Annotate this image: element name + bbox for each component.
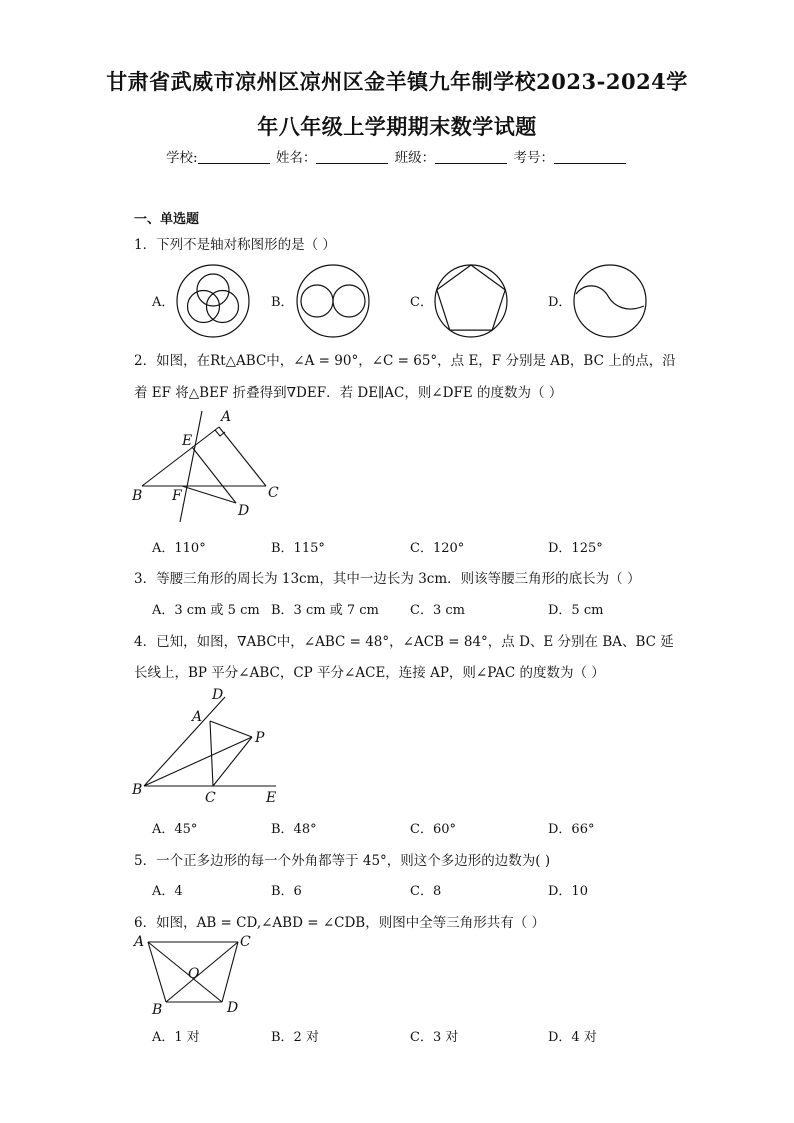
segment-fd bbox=[182, 486, 236, 503]
class-blank[interactable] bbox=[435, 149, 507, 164]
diagonal-ad bbox=[148, 942, 222, 1002]
title-line-1: 甘肃省武威市凉州区凉州区金羊镇九年制学校2023-2024学 bbox=[106, 69, 688, 94]
segment-ac bbox=[210, 721, 213, 786]
class-label: 班级： bbox=[394, 150, 436, 166]
school-label: 学校: bbox=[166, 150, 198, 166]
q6-stem: 6．如图，AB = CD,∠ABD = ∠CDB，则图中全等三角形共有（ ） bbox=[134, 915, 545, 931]
label-e: E bbox=[182, 433, 193, 449]
q5-stem: 5．一个正多边形的每一个外角都等于 45°，则这个多边形的边数为( ) bbox=[134, 853, 551, 869]
name-blank[interactable] bbox=[316, 149, 388, 164]
label-d: D bbox=[227, 1000, 239, 1016]
label-a: A bbox=[221, 409, 232, 425]
school-blank[interactable] bbox=[198, 149, 270, 164]
q1-stem: 1．下列不是轴对称图形的是（ ） bbox=[134, 237, 336, 253]
label-c: C bbox=[240, 934, 251, 950]
q6-option-b[interactable]: B．2 对 bbox=[271, 1030, 319, 1045]
q4-line-1: 4．已知，如图，∇ABC中，∠ABC = 48°，∠ACB = 84°，点 D、E 分别在 BA、BC 延 bbox=[134, 634, 674, 650]
q2-line-1: 2．如图，在Rt△ABC中，∠A = 90°，∠C = 65°，点 E，F 分别是 AB，BC 上的点，沿 bbox=[134, 353, 676, 369]
title-line-2: 年八年级上学期期末数学试题 bbox=[257, 114, 537, 139]
exam-no-label: 考号： bbox=[513, 150, 554, 166]
segment-ap bbox=[210, 721, 252, 737]
label-c: C bbox=[205, 790, 216, 806]
diagonal-cb bbox=[166, 942, 238, 1002]
segment-ba bbox=[142, 427, 219, 486]
q4-option-d[interactable]: D．66° bbox=[548, 822, 595, 837]
q6-option-c[interactable]: C．3 对 bbox=[410, 1030, 459, 1045]
q5-option-c[interactable]: C．8 bbox=[410, 884, 442, 899]
section-title: 一、单选题 bbox=[134, 212, 200, 227]
outer-circle bbox=[177, 265, 249, 337]
label-c: C bbox=[268, 485, 279, 501]
student-info-line bbox=[0, 146, 794, 166]
q4-line-2: 长线上，BP 平分∠ABC，CP 平分∠ACE，连接 AP，则∠PAC 的度数为（ ） bbox=[134, 665, 605, 681]
q5-option-b[interactable]: B．6 bbox=[271, 884, 302, 899]
segment-cd bbox=[222, 942, 238, 1002]
q2-figure bbox=[130, 405, 290, 525]
q2-option-a[interactable]: A．110° bbox=[152, 541, 206, 556]
exam-no-blank[interactable] bbox=[554, 149, 626, 164]
q2-option-b[interactable]: B．115° bbox=[271, 541, 325, 556]
q4-figure bbox=[130, 684, 290, 808]
q2-line-2: 着 EF 将△BEF 折叠得到∇DEF．若 DE∥AC，则∠DFE 的度数为（ ） bbox=[134, 385, 563, 401]
q1-option-a-label[interactable]: A． bbox=[152, 295, 175, 310]
segment-ac bbox=[219, 427, 266, 486]
segment-ed bbox=[192, 447, 236, 503]
q3-option-d[interactable]: D．5 cm bbox=[548, 603, 604, 618]
label-e: E bbox=[266, 790, 277, 806]
label-o: O bbox=[188, 966, 200, 982]
right-angle-mark bbox=[215, 430, 225, 436]
q5-option-d[interactable]: D．10 bbox=[548, 884, 588, 899]
q4-option-b[interactable]: B．48° bbox=[271, 822, 317, 837]
label-b: B bbox=[132, 782, 143, 798]
q6-figure bbox=[130, 930, 260, 1020]
q5-option-a[interactable]: A．4 bbox=[152, 884, 183, 899]
label-a: A bbox=[134, 934, 145, 950]
q1-figure-c bbox=[433, 263, 509, 339]
q6-option-d[interactable]: D．4 对 bbox=[548, 1030, 597, 1045]
label-a: A bbox=[192, 709, 203, 725]
label-f: F bbox=[172, 488, 182, 504]
label-b: B bbox=[132, 488, 143, 504]
q3-option-c[interactable]: C．3 cm bbox=[410, 603, 465, 618]
segment-bp bbox=[144, 737, 252, 786]
q1-option-c-label[interactable]: C． bbox=[410, 295, 433, 310]
label-p: P bbox=[255, 730, 265, 746]
q3-stem: 3．等腰三角形的周长为 13cm，其中一边长为 3cm．则该等腰三角形的底长为（ ） bbox=[134, 571, 641, 587]
q1-figure-a bbox=[175, 263, 251, 339]
q4-option-c[interactable]: C．60° bbox=[410, 822, 456, 837]
q2-option-c[interactable]: C．120° bbox=[410, 541, 465, 556]
q3-option-a[interactable]: A．3 cm 或 5 cm bbox=[152, 603, 260, 618]
s-curve bbox=[576, 286, 644, 309]
label-d: D bbox=[238, 503, 250, 519]
segment-cp bbox=[213, 737, 252, 786]
q1-option-b-label[interactable]: B． bbox=[271, 295, 294, 310]
q1-figure-b bbox=[295, 263, 371, 339]
q1-figure-d bbox=[572, 263, 648, 339]
name-label: 姓名： bbox=[275, 150, 317, 166]
q4-option-a[interactable]: A．45° bbox=[152, 822, 198, 837]
label-b: B bbox=[152, 1002, 163, 1018]
q3-option-b[interactable]: B．3 cm 或 7 cm bbox=[271, 603, 379, 618]
label-d: D bbox=[212, 687, 224, 703]
fold-line-ef bbox=[180, 411, 202, 522]
segment-ab bbox=[148, 942, 166, 1002]
q1-option-d-label[interactable]: D． bbox=[548, 295, 572, 310]
q6-option-a[interactable]: A．1 对 bbox=[152, 1030, 200, 1045]
q2-option-d[interactable]: D．125° bbox=[548, 541, 603, 556]
